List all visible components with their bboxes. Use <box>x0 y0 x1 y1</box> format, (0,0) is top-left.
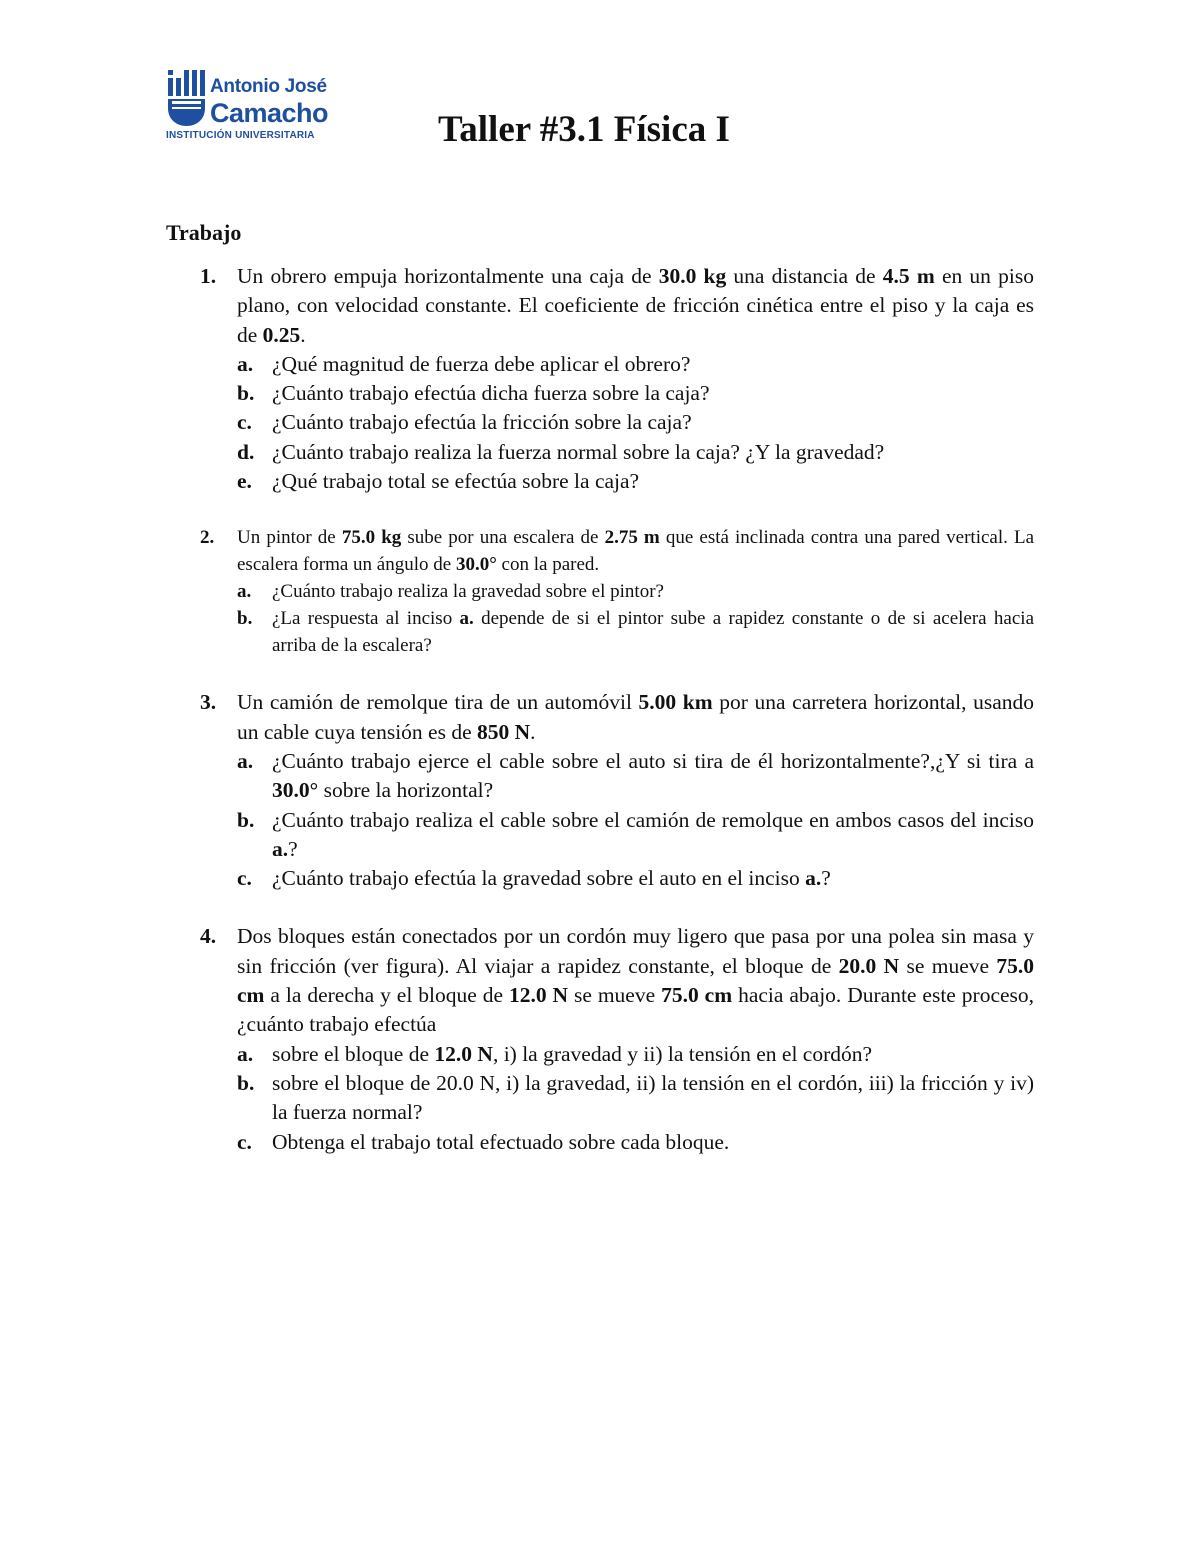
sub-question-text <box>272 581 664 602</box>
question-number: 2. <box>200 527 215 549</box>
bold-value: a. <box>459 607 474 629</box>
sub-question-label: c. <box>237 410 252 435</box>
sub-question-text <box>272 381 710 405</box>
text-run: ¿Qué trabajo total se efectúa sobre la caja? <box>272 469 640 494</box>
text-run: se mueve <box>899 953 997 978</box>
sub-question-label: b. <box>237 607 253 629</box>
sub-question <box>237 747 1034 806</box>
sub-question-text <box>272 352 690 376</box>
sub-question-text <box>272 440 884 464</box>
text-run: hacia abajo. Durante este proceso, ¿cuánto trabajo efectúa <box>237 983 1035 1037</box>
question-text <box>237 922 1034 1039</box>
text-run: ¿Cuánto trabajo efectúa dicha fuerza sobre la caja? <box>272 381 710 406</box>
text-run: depende de si el pintor sube a rapidez constante o de si acelera hacia arriba de la escalera? <box>272 607 1035 656</box>
text-run: por una carretera horizontal, usando un cable cuya tensión es de <box>237 690 1034 744</box>
sub-question <box>237 864 1034 893</box>
sub-question <box>237 1069 1034 1128</box>
text-run: ¿Cuánto trabajo ejerce el cable sobre el auto si tira de él horizontalmente?,¿Y si tira a <box>272 748 1034 773</box>
text-run: ¿Qué magnitud de fuerza debe aplicar el obrero? <box>272 351 691 376</box>
text-run: ¿Cuánto trabajo efectúa la gravedad sobre el auto en el inciso <box>272 866 806 891</box>
bold-value: 75.0 kg <box>341 527 402 549</box>
text-run: sube por una escalera de <box>401 527 605 549</box>
text-run: ¿Cuánto trabajo realiza la gravedad sobre el pintor? <box>272 580 664 602</box>
logo-emblem-icon <box>166 68 208 128</box>
logo-line3: INSTITUCIÓN UNIVERSITARIA <box>166 130 315 141</box>
text-run: Obtenga el trabajo total efectuado sobre cada bloque. <box>272 1129 730 1154</box>
bold-value: a. <box>805 866 822 891</box>
sub-question <box>237 806 1034 865</box>
sub-question-label: d. <box>237 439 255 464</box>
question-1 <box>166 262 1034 496</box>
bold-value: 75.0 cm <box>237 953 1035 1008</box>
sub-question-text <box>272 1130 729 1154</box>
sub-question-label: a. <box>237 748 254 773</box>
question-number: 3. <box>200 690 217 715</box>
sub-question <box>237 467 1034 496</box>
sub-question <box>237 379 1034 408</box>
question-3 <box>166 688 1034 893</box>
sub-question-text <box>272 1042 872 1066</box>
text-run: , i) la gravedad y ii) la tensión en el cordón? <box>492 1041 873 1066</box>
sub-question-text <box>272 866 831 890</box>
sub-question-label: a. <box>237 580 252 602</box>
text-run: Un camión de remolque tira de un automóvil <box>237 690 639 715</box>
bold-value: 0.25 <box>262 322 301 347</box>
bold-value: 4.5 m <box>882 264 935 288</box>
logo-line1: Antonio José <box>210 76 327 97</box>
text-run: ¿La respuesta al inciso <box>272 607 460 629</box>
text-run: . <box>530 719 536 744</box>
section-title: Trabajo <box>166 220 242 245</box>
sub-question-label: a. <box>237 1041 254 1066</box>
question-text <box>237 262 1034 350</box>
sub-question-text <box>272 410 692 434</box>
text-run: con la pared. <box>496 554 600 576</box>
question-text <box>237 688 1034 747</box>
sub-question <box>237 606 1034 660</box>
text-run: Un obrero empuja horizontalmente una caja de <box>237 264 659 288</box>
institution-logo <box>166 68 336 144</box>
text-run: a la derecha y el bloque de <box>264 983 509 1008</box>
sub-question <box>237 1040 1034 1069</box>
text-run: se mueve <box>568 983 662 1008</box>
sub-question <box>237 350 1034 379</box>
text-run: ¿Cuánto trabajo realiza la fuerza normal sobre la caja? ¿Y la gravedad? <box>272 439 885 464</box>
bold-value: 850 N <box>477 719 531 744</box>
text-run: sobre el bloque de <box>272 1041 435 1066</box>
text-run: Un pintor de <box>237 527 342 549</box>
question-text <box>237 525 1034 579</box>
sub-question <box>237 1128 1034 1157</box>
sub-question <box>237 438 1034 467</box>
text-run: . <box>300 322 306 347</box>
sub-question-text <box>272 749 1034 802</box>
bold-value: 30.0° <box>455 554 497 576</box>
text-run: ? <box>821 866 831 891</box>
sub-question-label: e. <box>237 469 252 494</box>
sub-question-text <box>272 1071 1034 1124</box>
text-run: sobre la horizontal? <box>318 778 494 803</box>
sub-question-text <box>272 808 1034 861</box>
bold-value: 30.0° <box>272 778 319 803</box>
sub-question-text <box>272 608 1034 656</box>
text-run: sobre el bloque de 20.0 N, i) la gravedad, ii) la tensión en el cordón, iii) la fricción y iv) la fuerza normal? <box>272 1070 1034 1125</box>
sub-question-label: c. <box>237 866 252 891</box>
sub-question <box>237 579 1034 606</box>
question-2 <box>166 525 1034 659</box>
bold-value: 5.00 km <box>638 690 713 715</box>
bold-value: 12.0 N <box>508 983 569 1008</box>
bold-value: 2.75 m <box>604 527 660 549</box>
bold-value: 30.0 kg <box>658 264 727 288</box>
text-run: ¿Cuánto trabajo efectúa la fricción sobre la caja? <box>272 410 692 435</box>
question-number: 1. <box>200 264 217 288</box>
text-run: en un piso plano, con velocidad constante. El coeficiente de fricción cinética entre el piso y la caja es de <box>237 264 1034 347</box>
text-run: ? <box>288 836 298 861</box>
question-number: 4. <box>200 924 217 949</box>
sub-question-text <box>272 469 639 493</box>
sub-question-label: b. <box>237 807 255 832</box>
page-title: Taller #3.1 Física I <box>438 109 730 150</box>
sub-question-label: c. <box>237 1129 252 1154</box>
sub-question-label: b. <box>237 381 255 406</box>
logo-line2: Camacho <box>210 98 329 128</box>
sub-question-label: b. <box>237 1070 255 1095</box>
bold-value: a. <box>272 836 289 861</box>
question-list <box>166 262 1034 1186</box>
bold-value: 75.0 cm <box>661 983 733 1008</box>
sub-question-label: a. <box>237 351 254 376</box>
text-run: ¿Cuánto trabajo realiza el cable sobre el camión de remolque en ambos casos del inciso <box>272 807 1034 832</box>
text-run: que está inclinada contra una pared vertical. La escalera forma un ángulo de <box>237 527 1035 576</box>
text-run: una distancia de <box>726 264 883 288</box>
sub-question <box>237 408 1034 437</box>
bold-value: 12.0 N <box>434 1041 493 1066</box>
bold-value: 20.0 N <box>838 953 900 978</box>
question-4 <box>166 922 1034 1156</box>
text-run: Dos bloques están conectados por un cordón muy ligero que pasa por una polea sin masa y sin fricción (ver figura). Al viajar a rapidez constante, el bloque de <box>237 924 1034 978</box>
